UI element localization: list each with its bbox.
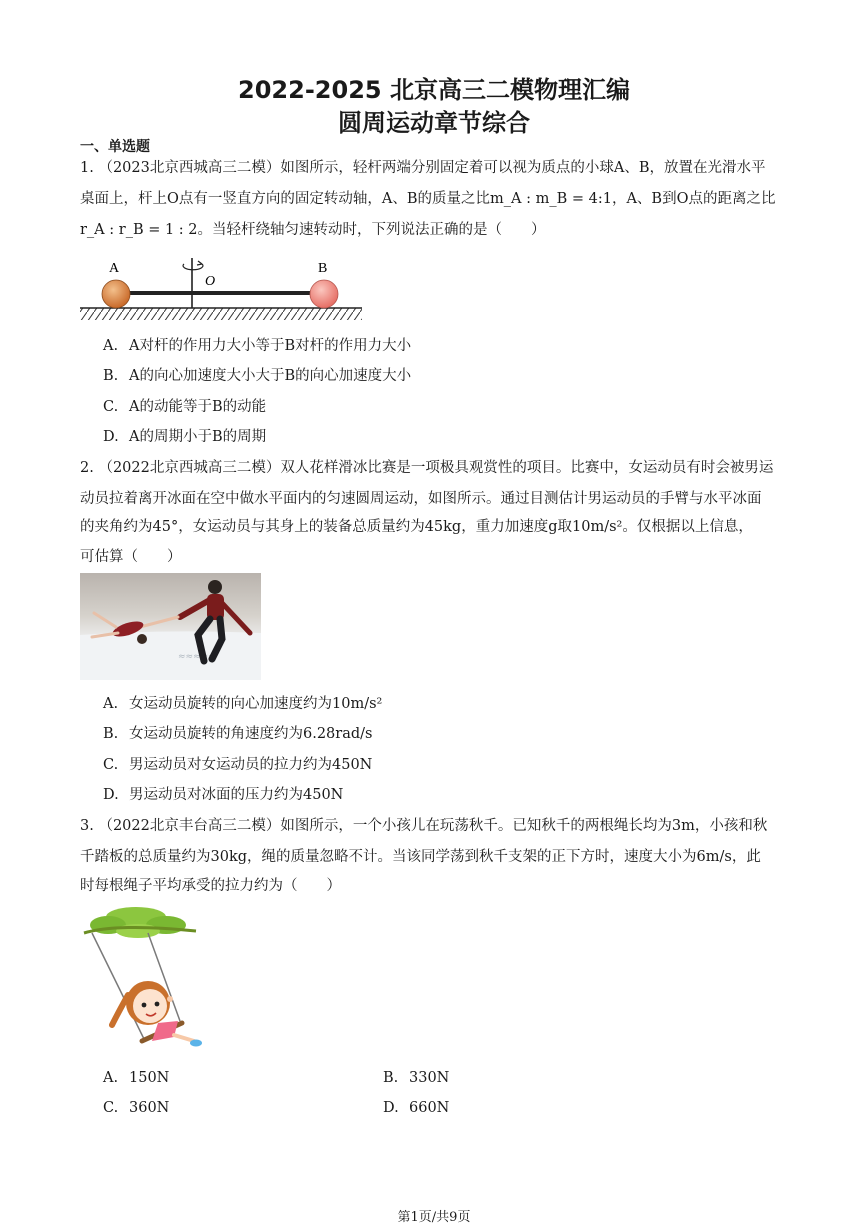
q2-option-a[interactable] [103, 692, 382, 713]
option-text: A的动能等于B的动能 [129, 399, 267, 415]
option-text: A的向心加速度大小大于B的向心加速度大小 [129, 368, 412, 384]
q2-option-c[interactable] [103, 753, 372, 774]
q3-stem-line2: 千踏板的总质量约为30kg，绳的质量忽略不计。当该同学荡到秋千支架的正下方时，速度大小为6m/s，此 [80, 849, 761, 865]
section-heading: 一、单选题 [80, 139, 150, 155]
option-label: A. [103, 1070, 119, 1086]
ground-hatch [80, 308, 362, 320]
q2-option-b[interactable] [103, 722, 372, 743]
option-text: A对杆的作用力大小等于B对杆的作用力大小 [129, 338, 412, 354]
option-label: D. [103, 429, 119, 445]
skating-photo [80, 573, 261, 680]
q1-option-a[interactable] [103, 334, 411, 355]
q3-option-a[interactable] [103, 1070, 169, 1086]
q2-stem-line3: 的夹角约为45°，女运动员与其身上的装备总质量约为45kg，重力加速度g取10m/s²。仅根据以上信息， [80, 519, 753, 535]
q2-stem-line4: 可估算（ ） [80, 549, 182, 565]
q1-stem-line3: r_A : r_B = 1 : 2。当轻杆绕轴匀速转动时，下列说法正确的是（ ） [80, 222, 546, 238]
option-label: B. [103, 368, 119, 384]
option-label: D. [383, 1100, 399, 1116]
option-text: 男运动员对女运动员的拉力约为450N [129, 757, 373, 773]
q1-stem-line2: 桌面上，杆上O点有一竖直方向的固定转动轴，A、B的质量之比m_A : m_B = 4:1，A、B到O点的距离之比 [80, 191, 776, 207]
option-text: 660N [409, 1100, 450, 1116]
q1-option-c[interactable] [103, 395, 266, 416]
option-text: A的周期小于B的周期 [129, 429, 267, 445]
label-o: O [205, 274, 216, 289]
ball-b [310, 280, 338, 308]
q2-stem-line1: 2. （2022北京西城高三二模）双人花样滑冰比赛是一项极具观赏性的项目。比赛中，女运动员有时会被男运 [80, 460, 774, 476]
svg-text:≈≈≈≈≈: ≈≈≈≈≈ [178, 652, 216, 662]
option-label: D. [103, 787, 119, 803]
option-label: B. [383, 1070, 399, 1086]
label-b: B [318, 261, 328, 276]
q1-stem-line1: 1. （2023北京西城高三二模）如图所示，轻杆两端分别固定着可以视为质点的小球A、B，放置在光滑水平 [80, 160, 766, 176]
q2-stem-line2: 动员拉着离开冰面在空中做水平面内的匀速圆周运动，如图所示。通过目测估计男运动员的手臂与水平冰面 [80, 491, 762, 507]
ball-a [102, 280, 130, 308]
q2-option-d[interactable] [103, 783, 343, 804]
option-label: A. [103, 696, 119, 712]
option-text: 360N [129, 1100, 170, 1116]
option-text: 330N [409, 1070, 450, 1086]
swing-illustration [78, 903, 208, 1058]
q3-option-d[interactable] [383, 1100, 449, 1116]
option-text: 女运动员旋转的角速度约为6.28rad/s [129, 726, 373, 742]
q3-stem-line3: 时每根绳子平均承受的拉力约为（ ） [80, 878, 341, 894]
q1-option-b[interactable] [103, 364, 411, 385]
option-text: 男运动员对冰面的压力约为450N [129, 787, 344, 803]
page-subtitle: 圆周运动章节综合 [338, 109, 530, 137]
q1-option-d[interactable] [103, 425, 266, 446]
option-label: C. [103, 1100, 119, 1116]
q1-figure [80, 252, 370, 324]
option-label: A. [103, 338, 119, 354]
q3-option-b[interactable] [383, 1070, 449, 1086]
option-label: C. [103, 757, 119, 773]
page-title: 2022-2025 北京高三二模物理汇编 [238, 76, 630, 104]
option-text: 150N [129, 1070, 170, 1086]
q3-stem-line1: 3. （2022北京丰台高三二模）如图所示，一个小孩儿在玩荡秋千。已知秋千的两根绳长均为3m，小孩和秋 [80, 818, 768, 834]
page-footer: 第1页/共9页 [397, 1210, 471, 1225]
label-a: A [109, 261, 120, 276]
option-text: 女运动员旋转的向心加速度约为10m/s² [129, 696, 383, 712]
q3-option-c[interactable] [103, 1100, 169, 1116]
option-label: B. [103, 726, 119, 742]
option-label: C. [103, 399, 119, 415]
